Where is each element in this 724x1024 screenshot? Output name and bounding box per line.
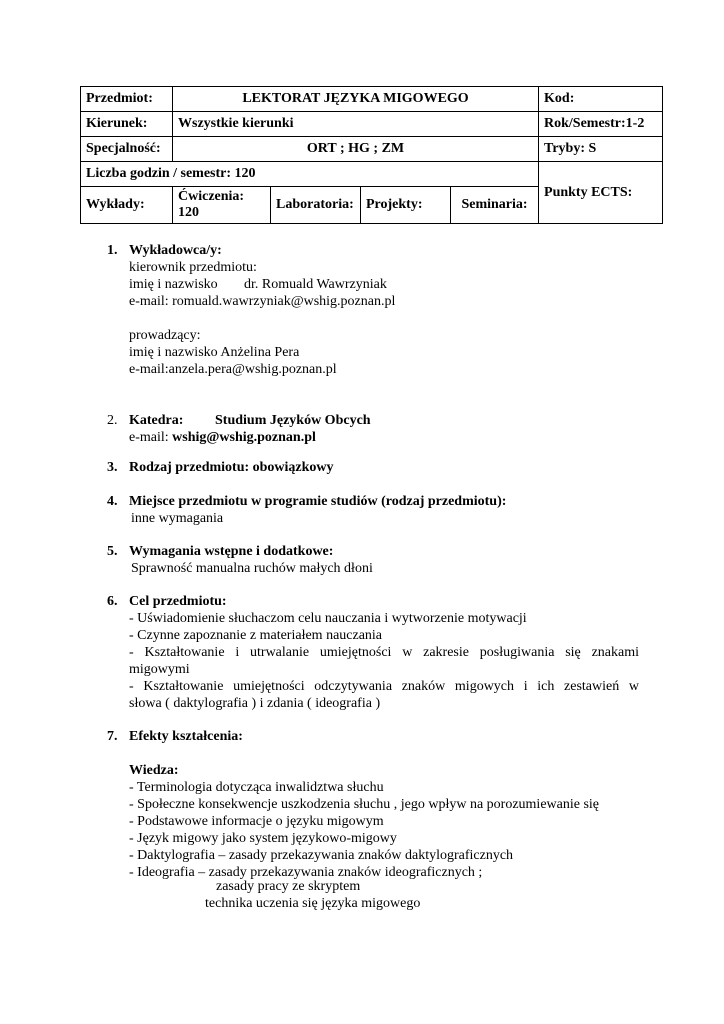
seminaria-label: Seminaria:	[451, 187, 539, 224]
kierownik-email: e-mail: romuald.wawrzyniak@wshig.poznan.pl	[129, 294, 396, 309]
przedmiot-label: Przedmiot:	[81, 87, 173, 112]
cwiczenia-label: Ćwiczenia:	[178, 189, 245, 204]
section-1-number: 1.	[107, 243, 118, 258]
wiedza-item-3: - Podstawowe informacje o języku migowym	[129, 814, 384, 829]
section-4-value: inne wymagania	[131, 511, 224, 526]
katedra-value: Studium Języków Obcych	[215, 413, 371, 428]
section-5-number: 5.	[107, 544, 118, 559]
cel-item-3: - Kształtowanie i utrwalanie umiejętności w zakresie posługiwania się znakami	[129, 645, 639, 660]
kierownik-name: dr. Romuald Wawrzyniak	[244, 277, 387, 292]
specjalnosc-label: Specjalność:	[81, 137, 173, 162]
section-6-title: Cel przedmiotu:	[129, 594, 227, 609]
wiedza-item-6: - Ideografia – zasady przekazywania znaków ideograficznych ;	[129, 865, 483, 880]
specjalnosc-value: ORT ; HG ; ZM	[173, 137, 539, 162]
cwiczenia-value: 120	[178, 205, 199, 220]
cel-item-1: - Uświadomienie słuchaczom celu nauczania i wytworzenie motywacji	[129, 611, 527, 626]
wiedza-item-5: - Daktylografia – zasady przekazywania znaków daktylograficznych	[129, 848, 514, 863]
katedra-email-label: e-mail:	[129, 430, 173, 445]
wiedza-item-1: - Terminologia dotycząca inwalidztwa słuchu	[129, 780, 384, 795]
prowadzacy-name: imię i nazwisko Anżelina Pera	[129, 345, 300, 360]
wiedza-label: Wiedza:	[129, 763, 179, 778]
kierownik-name-label: imię i nazwisko	[129, 277, 218, 292]
section-4-title: Miejsce przedmiotu w programie studiów (rodzaj przedmiotu):	[129, 494, 507, 509]
wiedza-item-4: - Język migowy jako system językowo-migowy	[129, 831, 397, 846]
kod-label: Kod:	[539, 87, 663, 112]
cel-item-3-cont: migowymi	[129, 662, 190, 677]
wiedza-extra-1: zasady pracy ze skryptem	[216, 879, 361, 894]
katedra-email-line	[129, 429, 316, 446]
wiedza-extra-2: technika uczenia się języka migowego	[205, 896, 421, 911]
prowadzacy-email: e-mail:anzela.pera@wshig.poznan.pl	[129, 362, 337, 377]
cwiczenia-cell	[173, 187, 271, 224]
section-5-title: Wymagania wstępne i dodatkowe:	[129, 544, 334, 559]
section-2-number: 2.	[107, 413, 118, 428]
liczba-godzin: Liczba godzin / semestr: 120	[81, 162, 539, 187]
wiedza-item-2: - Społeczne konsekwencje uszkodzenia słuchu , jego wpływ na porozumiewanie się	[129, 797, 600, 812]
punkty-ects: Punkty ECTS:	[539, 162, 663, 224]
section-7-number: 7.	[107, 729, 118, 744]
tryby: Tryby: S	[539, 137, 663, 162]
section-3-number: 3.	[107, 460, 118, 475]
section-5-value: Sprawność manualna ruchów małych dłoni	[131, 561, 373, 576]
cel-item-4-cont: słowa ( daktylografia ) i zdania ( ideografia )	[129, 696, 381, 711]
prowadzacy-label: prowadzący:	[129, 328, 201, 343]
projekty-label: Projekty:	[361, 187, 451, 224]
laboratoria-label: Laboratoria:	[271, 187, 361, 224]
section-7-title: Efekty kształcenia:	[129, 729, 243, 744]
section-1-title: Wykładowca/y:	[129, 243, 222, 258]
section-2-title: Katedra:	[129, 413, 184, 428]
wyklady-label: Wykłady:	[81, 187, 173, 224]
kierunek-label: Kierunek:	[81, 112, 173, 137]
course-info-table	[80, 86, 663, 224]
kierunek-value: Wszystkie kierunki	[173, 112, 539, 137]
przedmiot-value: LEKTORAT JĘZYKA MIGOWEGO	[173, 87, 539, 112]
cel-item-2: - Czynne zapoznanie z materiałem nauczania	[129, 628, 383, 643]
section-6-number: 6.	[107, 594, 118, 609]
kierownik-label: kierownik przedmiotu:	[129, 260, 257, 275]
katedra-email: wshig@wshig.poznan.pl	[172, 430, 316, 445]
section-4-number: 4.	[107, 494, 118, 509]
section-3-title: Rodzaj przedmiotu: obowiązkowy	[129, 460, 334, 475]
cel-item-4: - Kształtowanie umiejętności odczytywania znaków migowych i ich zestawień w	[129, 679, 639, 694]
rok-semestr: Rok/Semestr:1-2	[539, 112, 663, 137]
